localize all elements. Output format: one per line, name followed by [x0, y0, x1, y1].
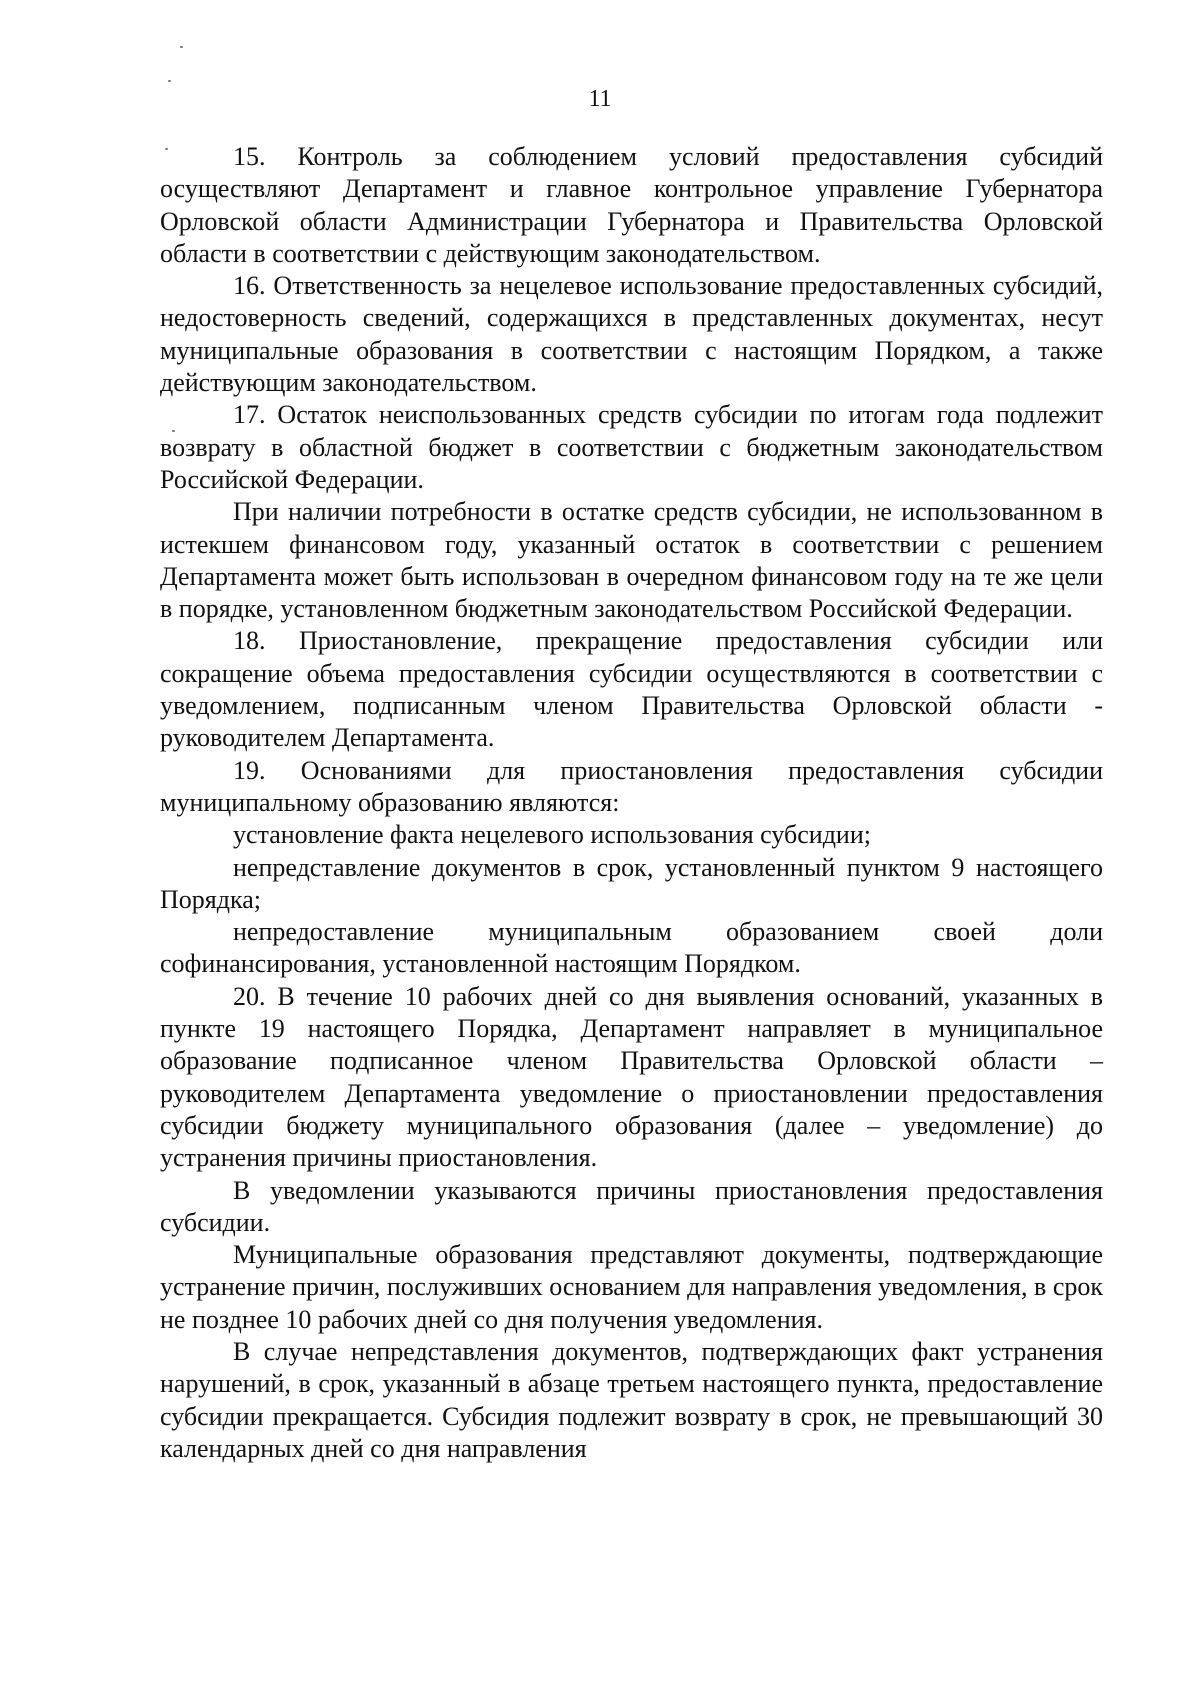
paragraph-20-documents: Муниципальные образования представляют документы, подтверждающие устранение причин, послуживших основанием для направления уведомления, в срок не позднее 10 рабочих дней со дня получения уведомления.	[160, 1240, 1103, 1334]
paragraph-20: 20. В течение 10 рабочих дней со дня выявления оснований, указанных в пункте 19 настоящего Порядка, Департамент направляет в муниципальное образование подписанное членом Правительства Орловской области – руководителем Департамента уведомление о приостановлении предоставления субсидии бюджету муниципального образования (далее – уведомление) до устранения причины приостановления.	[160, 981, 1103, 1173]
paragraph-19-item-3: непредоставление муниципальным образованием своей доли софинансирования, установленной настоящим Порядком.	[160, 917, 1103, 979]
scan-speck	[168, 80, 171, 82]
paragraph-16: 16. Ответственность за нецелевое использование предоставленных субсидий, недостоверность сведений, содержащихся в представленных документах, несут муниципальные образования в соответствии с настоящим Порядком, а также действующим законодательством.	[160, 271, 1103, 398]
paragraph-19-item-2: непредставление документов в срок, установленный пунктом 9 настоящего Порядка;	[160, 852, 1103, 914]
paragraph-17: 17. Остаток неиспользованных средств субсидии по итогам года подлежит возврату в областной бюджет в соответствии с бюджетным законодательством Российской Федерации.	[160, 400, 1103, 494]
paragraph-18: 18. Приостановление, прекращение предоставления субсидии или сокращение объема предоставления субсидии осуществляются в соответствии с уведомлением, подписанным членом Правительства Орловской области - руководителем Департамента.	[160, 626, 1103, 753]
document-body	[160, 141, 1103, 1465]
paragraph-17-remainder: При наличии потребности в остатке средств субсидии, не использованном в истекшем финансовом году, указанный остаток в соответствии с решением Департамента может быть использован в очередном финансовом году на те же цели в порядке, установленном бюджетным законодательством Российской Федерации.	[160, 497, 1103, 624]
paragraph-15: 15. Контроль за соблюдением условий предоставления субсидий осуществляют Департамент и главное контрольное управление Губернатора Орловской области Администрации Губернатора и Правительства Орловской области в соответствии с действующим законодательством.	[160, 142, 1103, 268]
paragraph-19-item-1: установление факта нецелевого использования субсидии;	[233, 820, 871, 850]
paragraph-20-termination: В случае непредставления документов, подтверждающих факт устранения нарушений, в срок, указанный в абзаце третьем настоящего пункта, предоставление субсидии прекращается. Субсидия подлежит возврату в срок, не превышающий 30 календарных дней со дня направления	[160, 1336, 1103, 1463]
paragraph-20-notice: В уведомлении указываются причины приостановления предоставления субсидии.	[160, 1175, 1103, 1237]
page-number: 11	[588, 86, 612, 112]
paragraph-19: 19. Основаниями для приостановления предоставления субсидии муниципальному образованию являются:	[160, 755, 1103, 817]
scan-speck	[180, 46, 183, 48]
